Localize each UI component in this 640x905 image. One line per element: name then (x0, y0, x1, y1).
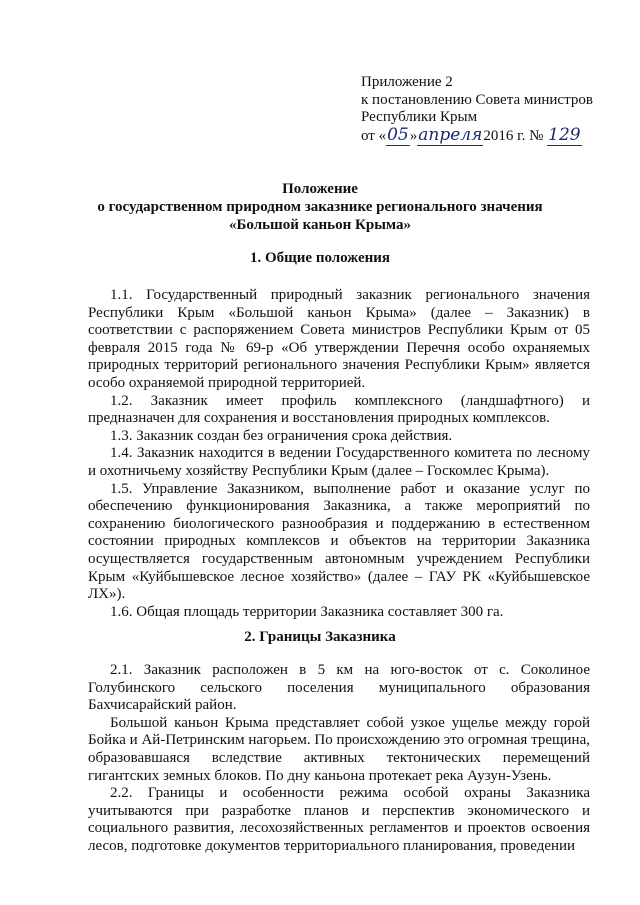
date-year: 2016 г. № (483, 127, 544, 144)
paragraph-1-4: 1.4. Заказник находится в ведении Государственного комитета по лесному и охотничьему хозяйству Республики Крым (далее – Госкомлес Крыма). (88, 445, 590, 479)
title-line-1: Положение (282, 181, 358, 197)
appendix-header (361, 74, 631, 145)
paragraph-1-3: 1.3. Заказник создан без ограничения срока действия. (110, 427, 453, 444)
paragraph-2-1-description: Большой каньон Крыма представляет собой узкое ущелье между горой Бойка и Ай-Петринским нагорьем. По происхождению это огромная трещина, образовавшаяся вследствие активных тектонических перемещений гигантских земных блоков. По дну каньона протекает река Аузун-Узень. (88, 714, 590, 784)
paragraph-2-2: 2.2. Границы и особенности режима особой охраны Заказника учитываются при разработке планов и перспектив экономического и социального развития, лесохозяйственных регламентов и проектов освоения лесов, подготовке документов территориального планирования, проведении (88, 785, 590, 854)
document-title (0, 180, 640, 234)
title-line-3: «Большой каньон Крыма» (228, 217, 412, 233)
section-2-heading: 2. Границы Заказника (244, 629, 396, 645)
handwritten-month: апреля (418, 124, 483, 145)
paragraph-1-6: 1.6. Общая площадь территории Заказника составляет 300 га. (110, 603, 504, 620)
date-mid: » (409, 127, 418, 144)
title-line-2: о государственном природном заказнике регионального значения (97, 199, 543, 215)
paragraph-1-2: 1.2. Заказник имеет профиль комплексного (ландшафтного) и предназначен для сохранения и восстановления природных комплексов. (88, 392, 590, 427)
paragraph-1-5: 1.5. Управление Заказником, выполнение работ и оказание услуг по обеспечению функционирования Заказника, а также мероприятий по сохранению биологического разнообразия и поддержанию в естественном состоянии природных комплексов и объектов на территории Заказника осуществляется государственным автономным учреждением Республики Крым «Куйбышевское лесное хозяйство» (далее – ГАУ РК «Куйбышевское ЛХ»). (88, 480, 590, 603)
handwritten-number: 129 (548, 124, 581, 145)
appendix-date-line (361, 124, 631, 146)
paragraph-1-1: 1.1. Государственный природный заказник регионального значения Республики Крым «Большой каньон Крыма» (далее – Заказник) в соответствии с распоряжением Совета министров Республики Крым от 05 февраля 2015 года № 69-р «Об утверждении Перечня особо охраняемых природных территорий регионального значения Республики Крым» является особо охраняемой природной территорией. (88, 287, 590, 391)
appendix-republic: Республики Крым (361, 109, 478, 125)
section-1-body (88, 287, 590, 621)
paragraph-2-1: 2.1. Заказник расположен в 5 км на юго-восток от с. Соколиное Голубинского сельского поселения муниципального образования Бахчисарайский район. (88, 662, 590, 714)
appendix-decree: к постановлению Совета министров (361, 91, 593, 108)
appendix-number: Приложение 2 (361, 74, 453, 90)
section-2-body (88, 662, 590, 856)
section-1-heading: 1. Общие положения (249, 250, 391, 266)
handwritten-day: 05 (387, 124, 409, 145)
date-prefix: от « (361, 127, 387, 144)
